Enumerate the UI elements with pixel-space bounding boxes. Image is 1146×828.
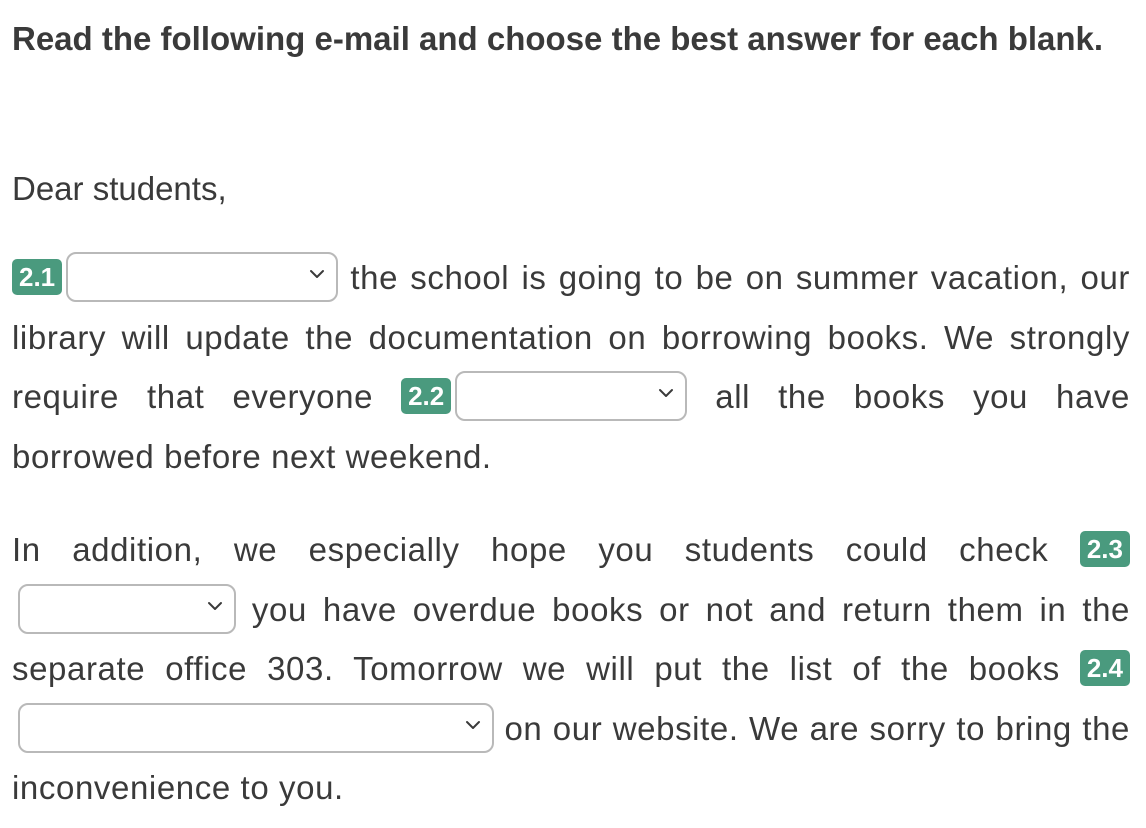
email-paragraph-1 [12,248,1130,486]
blank-number-badge: 2.3 [1080,531,1130,567]
chevron-down-icon [464,716,482,734]
paragraph-text: the school is going to be on summer vacation, our library will update the documentation on borrowing books. We strongly require that everyone [12,259,1130,415]
answer-dropdown-2-4[interactable] [18,703,494,753]
paragraph-text: In addition, we especially hope you students could check [12,531,1080,568]
question-instruction: Read the following e-mail and choose the best answer for each blank. [12,20,1104,57]
chevron-down-icon [206,597,224,615]
paragraph-text: on our website. We are sorry to bring the inconvenience to you. [12,709,1130,806]
email-paragraph-2 [12,520,1130,818]
answer-dropdown-2-1[interactable] [66,252,338,302]
blank-number-badge: 2.1 [12,259,62,295]
answer-dropdown-2-3[interactable] [18,584,236,634]
blank-number-badge: 2.4 [1080,650,1130,686]
paragraph-text: all the books you have borrowed before next weekend. [12,378,1130,475]
chevron-down-icon [308,265,326,283]
email-greeting: Dear students, [12,170,227,207]
blank-number-badge: 2.2 [401,378,451,414]
paragraph-text: you have overdue books or not and return them in the separate office 303. Tomorrow we will put the list of the books [12,590,1130,687]
chevron-down-icon [657,384,675,402]
answer-dropdown-2-2[interactable] [455,371,687,421]
